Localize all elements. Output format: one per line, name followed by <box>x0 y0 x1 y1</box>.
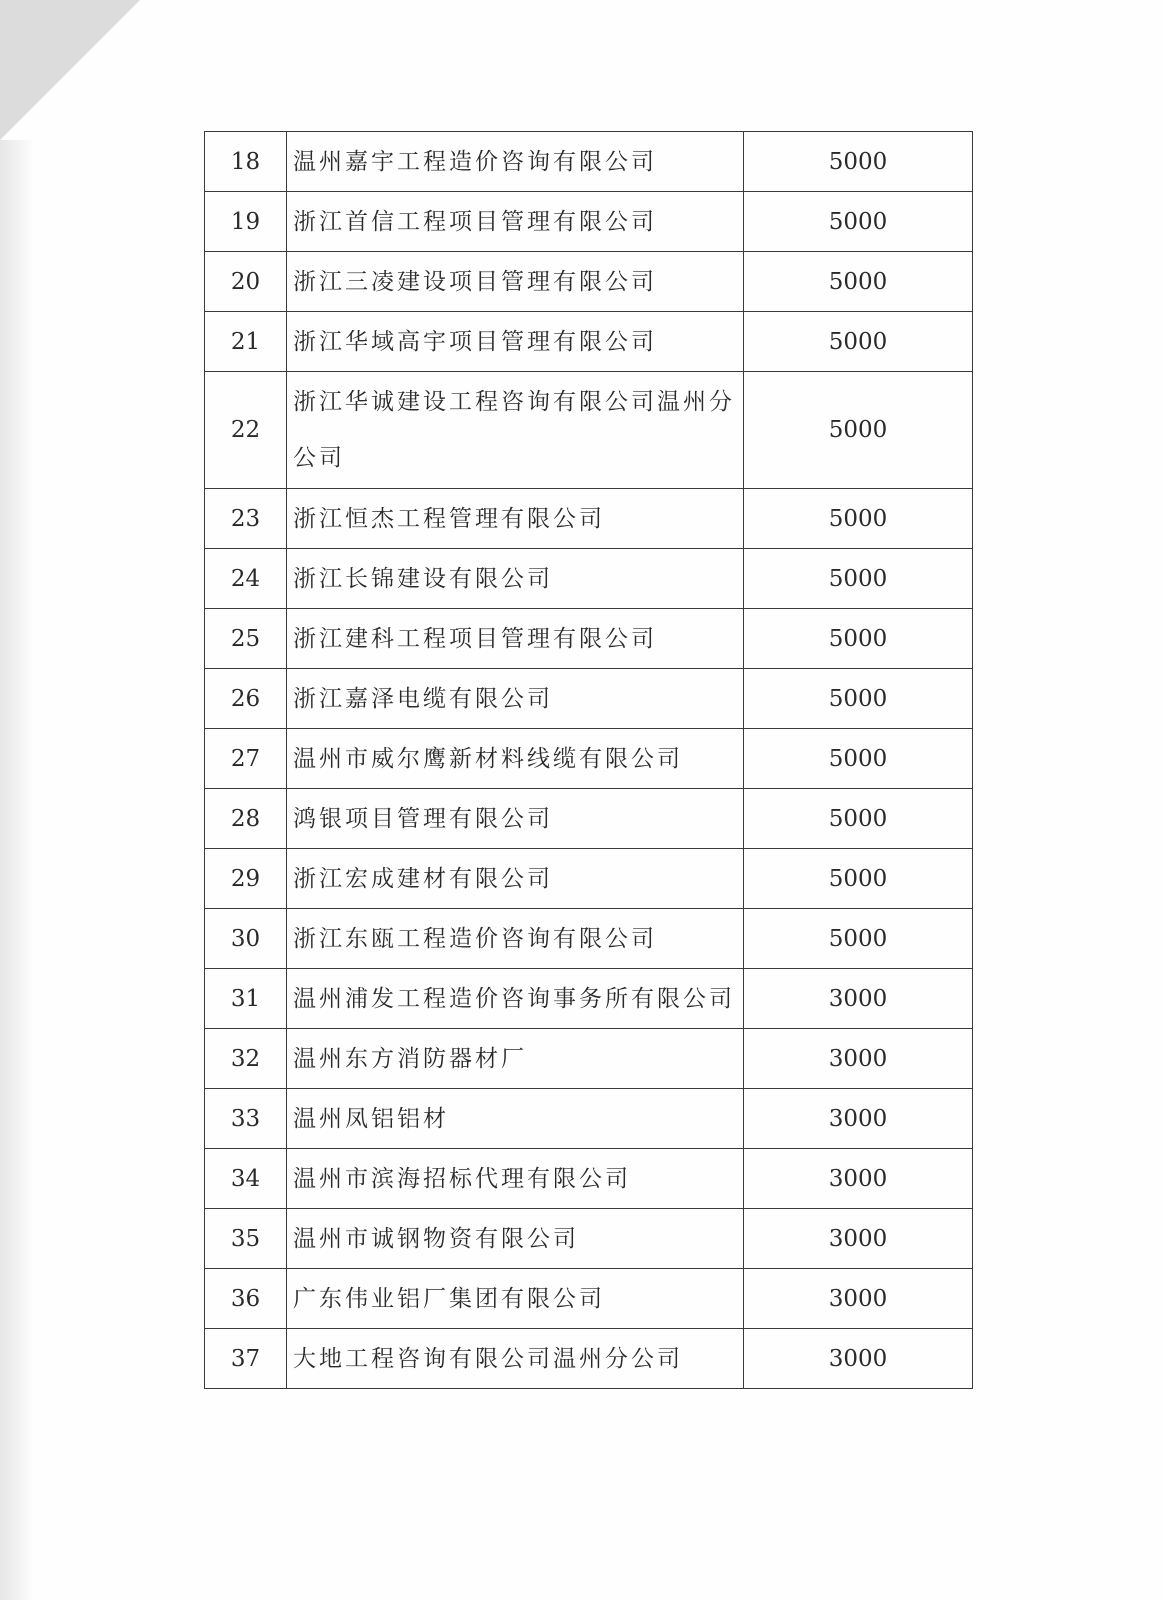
row-number: 23 <box>205 489 287 549</box>
amount: 3000 <box>744 1209 973 1269</box>
amount: 5000 <box>744 549 973 609</box>
row-number: 37 <box>205 1329 287 1389</box>
company-name: 浙江华域高宇项目管理有限公司 <box>287 312 744 372</box>
company-name: 浙江嘉泽电缆有限公司 <box>287 669 744 729</box>
donation-table <box>204 131 973 1389</box>
row-number: 31 <box>205 969 287 1029</box>
row-number: 33 <box>205 1089 287 1149</box>
company-name: 温州市滨海招标代理有限公司 <box>287 1149 744 1209</box>
row-number: 30 <box>205 909 287 969</box>
amount: 5000 <box>744 909 973 969</box>
amount: 3000 <box>744 1029 973 1089</box>
table-row <box>205 1029 973 1089</box>
table-row <box>205 609 973 669</box>
amount: 3000 <box>744 969 973 1029</box>
company-name: 浙江长锦建设有限公司 <box>287 549 744 609</box>
amount: 5000 <box>744 489 973 549</box>
table-row <box>205 252 973 312</box>
row-number: 18 <box>205 132 287 192</box>
row-number: 26 <box>205 669 287 729</box>
company-name: 广东伟业铝厂集团有限公司 <box>287 1269 744 1329</box>
table-row <box>205 312 973 372</box>
table-row <box>205 549 973 609</box>
row-number: 32 <box>205 1029 287 1089</box>
amount: 5000 <box>744 669 973 729</box>
table-row <box>205 372 973 489</box>
row-number: 22 <box>205 372 287 489</box>
amount: 3000 <box>744 1089 973 1149</box>
amount: 5000 <box>744 312 973 372</box>
amount: 3000 <box>744 1149 973 1209</box>
table-row <box>205 1209 973 1269</box>
table-row <box>205 1269 973 1329</box>
table-row <box>205 909 973 969</box>
company-name: 大地工程咨询有限公司温州分公司 <box>287 1329 744 1389</box>
table-row <box>205 489 973 549</box>
table-row <box>205 669 973 729</box>
amount: 3000 <box>744 1329 973 1389</box>
table-row <box>205 1329 973 1389</box>
company-name: 浙江东瓯工程造价咨询有限公司 <box>287 909 744 969</box>
amount: 3000 <box>744 1269 973 1329</box>
company-name: 浙江恒杰工程管理有限公司 <box>287 489 744 549</box>
amount: 5000 <box>744 789 973 849</box>
row-number: 21 <box>205 312 287 372</box>
company-name: 温州浦发工程造价咨询事务所有限公司 <box>287 969 744 1029</box>
row-number: 34 <box>205 1149 287 1209</box>
company-name: 浙江宏成建材有限公司 <box>287 849 744 909</box>
table-row <box>205 1149 973 1209</box>
amount: 5000 <box>744 729 973 789</box>
company-name: 温州市诚钢物资有限公司 <box>287 1209 744 1269</box>
company-name: 浙江首信工程项目管理有限公司 <box>287 192 744 252</box>
company-name: 温州东方消防器材厂 <box>287 1029 744 1089</box>
company-name: 鸿银项目管理有限公司 <box>287 789 744 849</box>
row-number: 19 <box>205 192 287 252</box>
table-row <box>205 969 973 1029</box>
amount: 5000 <box>744 609 973 669</box>
amount: 5000 <box>744 132 973 192</box>
amount: 5000 <box>744 372 973 489</box>
company-name: 浙江建科工程项目管理有限公司 <box>287 609 744 669</box>
row-number: 20 <box>205 252 287 312</box>
folded-corner-shadow <box>0 0 140 140</box>
row-number: 36 <box>205 1269 287 1329</box>
scan-edge-shadow <box>0 140 34 1600</box>
row-number: 35 <box>205 1209 287 1269</box>
table-row <box>205 789 973 849</box>
row-number: 25 <box>205 609 287 669</box>
company-name: 浙江三凌建设项目管理有限公司 <box>287 252 744 312</box>
table-row <box>205 1089 973 1149</box>
company-name: 浙江华诚建设工程咨询有限公司温州分公司 <box>287 372 744 489</box>
company-name: 温州市威尔鹰新材料线缆有限公司 <box>287 729 744 789</box>
amount: 5000 <box>744 192 973 252</box>
amount: 5000 <box>744 849 973 909</box>
row-number: 27 <box>205 729 287 789</box>
company-name: 温州嘉宇工程造价咨询有限公司 <box>287 132 744 192</box>
row-number: 28 <box>205 789 287 849</box>
table-row <box>205 729 973 789</box>
amount: 5000 <box>744 252 973 312</box>
table-row <box>205 849 973 909</box>
table-row <box>205 132 973 192</box>
table-row <box>205 192 973 252</box>
row-number: 29 <box>205 849 287 909</box>
company-name: 温州凤铝铝材 <box>287 1089 744 1149</box>
row-number: 24 <box>205 549 287 609</box>
